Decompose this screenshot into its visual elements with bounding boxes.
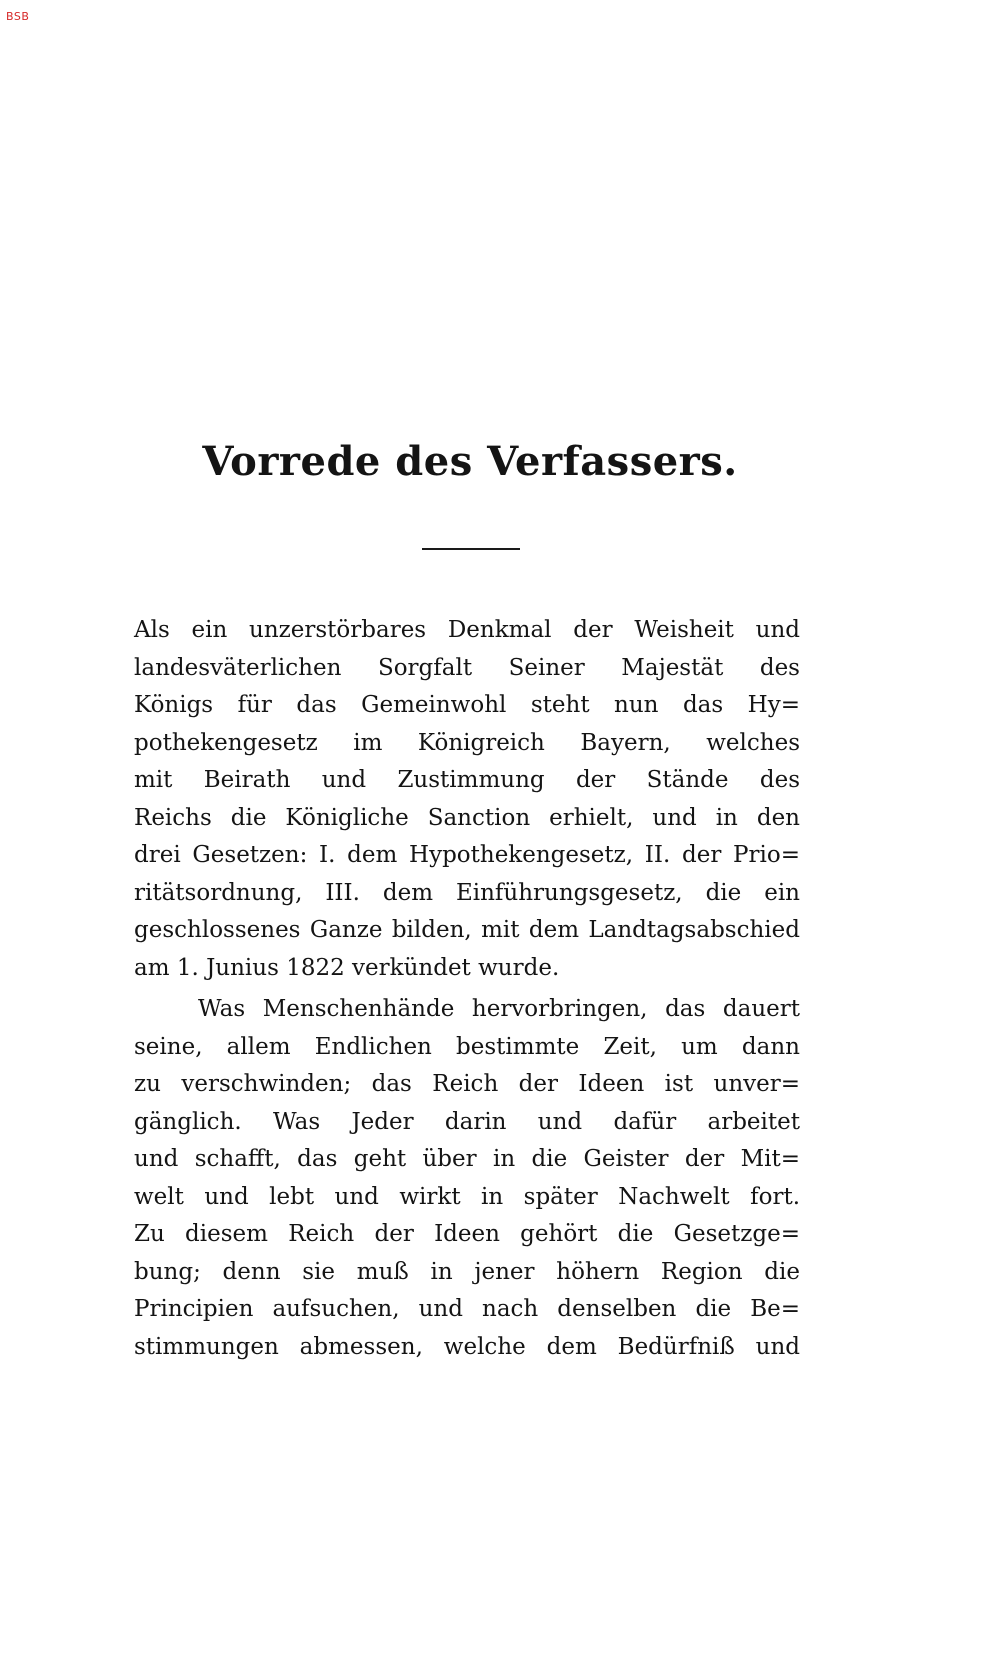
text-line: Königs für das Gemeinwohl steht nun das Hy= <box>134 692 800 718</box>
text-line: geschlossenes Ganze bilden, mit dem Landtagsabschied <box>134 917 800 943</box>
title-divider <box>422 548 520 550</box>
text-line: welt und lebt und wirkt in später Nachwelt fort. <box>134 1183 800 1210</box>
paragraph-1 <box>134 612 800 987</box>
text-line: bung; denn sie muß in jener höhern Region die <box>134 1258 800 1285</box>
text-line: pothekengesetz im Königreich Bayern, welches <box>134 729 800 756</box>
text-line: Principien aufsuchen, und nach denselben die Be= <box>134 1296 800 1322</box>
text-line: drei Gesetzen: I. dem Hypothekengesetz, II. der Prio= <box>134 842 800 868</box>
text-line: am 1. Junius 1822 verkündet wurde. <box>134 954 560 981</box>
page-title: Vorrede des Verfassers. <box>202 438 738 485</box>
text-line: mit Beirath und Zustimmung der Stände des <box>134 767 800 793</box>
text-line: landesväterlichen Sorgfalt Seiner Majestät des <box>134 654 800 681</box>
library-mark: BSB <box>6 10 30 23</box>
text-line: gänglich. Was Jeder darin und dafür arbeitet <box>134 1108 800 1135</box>
body-text <box>134 612 800 1366</box>
paragraph-2 <box>134 991 800 1366</box>
text-line: Zu diesem Reich der Ideen gehört die Gesetzge= <box>134 1221 800 1247</box>
text-line: und schafft, das geht über in die Geister der Mit= <box>134 1146 800 1172</box>
text-line: Reichs die Königliche Sanction erhielt, und in den <box>134 804 800 831</box>
text-line: ritätsordnung, III. dem Einführungsgesetz, die ein <box>134 879 800 906</box>
text-line: seine, allem Endlichen bestimmte Zeit, um dann <box>134 1033 800 1060</box>
text-line: zu verschwinden; das Reich der Ideen ist unver= <box>134 1071 800 1097</box>
text-line: stimmungen abmessen, welche dem Bedürfniß und <box>134 1333 800 1360</box>
text-line: Als ein unzerstörbares Denkmal der Weisheit und <box>134 617 800 643</box>
text-line: Was Menschenhände hervorbringen, das dauert <box>198 996 800 1022</box>
